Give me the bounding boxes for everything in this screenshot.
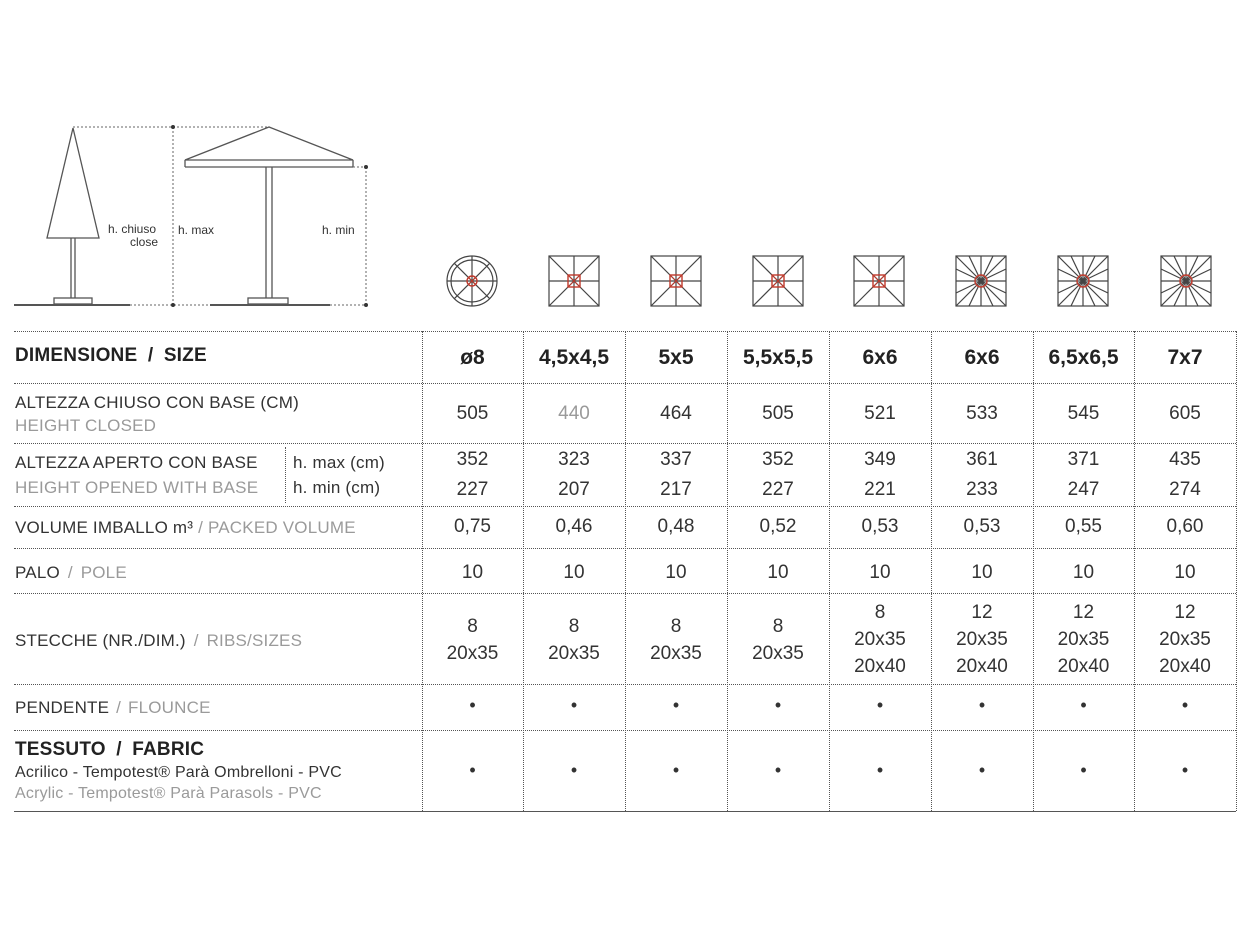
table-bottom-rule bbox=[14, 811, 1236, 812]
flounce-label-it: PENDENTE bbox=[15, 698, 110, 717]
ribs-size: 20x35 bbox=[854, 629, 906, 650]
height-opened-label-it: ALTEZZA APERTO CON BASE bbox=[15, 453, 258, 472]
size-header-en: SIZE bbox=[163, 345, 207, 366]
ribs-size: 20x40 bbox=[1159, 656, 1211, 677]
fabric-line-en: Acrylic - Tempotest® Parà Parasols - PVC bbox=[15, 785, 322, 802]
ribs-count: 8 bbox=[568, 616, 580, 637]
ribs-value bbox=[625, 613, 727, 667]
ribs-label-it: STECCHE (NR./DIM.) bbox=[15, 631, 186, 650]
ribs-value bbox=[727, 613, 829, 667]
h-max-label: h. max (cm) bbox=[293, 453, 385, 472]
height-closed-label-en: HEIGHT CLOSED bbox=[15, 416, 157, 435]
ribs-size: 20x35 bbox=[1057, 629, 1110, 650]
square-8-ribs-icon bbox=[648, 253, 704, 309]
closed-height-label-en: close bbox=[130, 235, 159, 249]
ribs-count: 12 bbox=[1174, 602, 1196, 623]
fabric-mark: • bbox=[570, 760, 578, 780]
ribs-size: 20x40 bbox=[1057, 656, 1110, 677]
volume-value: 0,75 bbox=[454, 516, 491, 537]
sub-label-divider bbox=[285, 447, 286, 503]
square-8-ribs-icon bbox=[851, 253, 907, 309]
square-12-ribs-icon bbox=[1055, 253, 1111, 309]
fabric-title bbox=[15, 739, 204, 761]
height-closed-value: 505 bbox=[762, 403, 794, 424]
ribs-size: 20x35 bbox=[650, 643, 702, 664]
h-min-value: 221 bbox=[864, 479, 896, 500]
h-max-value: 349 bbox=[864, 449, 896, 470]
ribs-label bbox=[15, 631, 302, 651]
h-max-value: 352 bbox=[456, 449, 489, 470]
size-cell: ø8 bbox=[460, 346, 485, 369]
h-min-value: 233 bbox=[966, 479, 998, 500]
separator: / bbox=[198, 518, 204, 537]
size-header bbox=[15, 345, 207, 367]
pole-value: 10 bbox=[461, 562, 484, 583]
umbrella-dimension-diagram bbox=[0, 0, 400, 320]
ribs-value bbox=[1033, 599, 1134, 680]
pole-label-en: POLE bbox=[80, 563, 127, 582]
size-cell: 6x6 bbox=[862, 346, 898, 369]
pole-label-it: PALO bbox=[15, 563, 60, 582]
h-min-value: 227 bbox=[762, 479, 794, 500]
height-opened-label-en: HEIGHT OPENED WITH BASE bbox=[15, 478, 259, 497]
h-max-value: 337 bbox=[660, 449, 692, 470]
round-8-ribs-icon bbox=[444, 253, 500, 309]
flounce-mark: • bbox=[1181, 695, 1189, 715]
volume-label bbox=[15, 518, 356, 538]
fabric-mark: • bbox=[1181, 760, 1189, 780]
ribs-size: 20x40 bbox=[956, 656, 1008, 677]
fabric-mark: • bbox=[672, 760, 680, 780]
size-cell: 6,5x6,5 bbox=[1048, 346, 1119, 369]
separator: / bbox=[116, 698, 122, 717]
ribs-value bbox=[422, 613, 523, 667]
volume-value: 0,52 bbox=[759, 516, 797, 537]
min-height-label: h. min bbox=[322, 223, 355, 237]
separator: / bbox=[147, 345, 154, 366]
ribs-count: 12 bbox=[1072, 602, 1095, 623]
height-closed-value: 533 bbox=[966, 403, 998, 424]
h-min-value: 274 bbox=[1169, 479, 1201, 500]
h-min-value: 227 bbox=[456, 479, 489, 500]
volume-label-en: PACKED VOLUME bbox=[207, 518, 356, 537]
h-min-value: 247 bbox=[1067, 479, 1100, 500]
fabric-mark: • bbox=[774, 760, 782, 780]
flounce-mark: • bbox=[978, 695, 986, 715]
column-divider bbox=[1236, 331, 1237, 811]
h-min-value: 207 bbox=[558, 479, 590, 500]
volume-label-it: VOLUME IMBALLO m³ bbox=[15, 518, 194, 537]
closed-height-label: h. chiuso bbox=[108, 222, 157, 236]
size-cell: 5x5 bbox=[658, 346, 694, 369]
ribs-count: 8 bbox=[874, 602, 886, 623]
pole-value: 10 bbox=[1072, 562, 1095, 583]
size-cell: 5,5x5,5 bbox=[742, 346, 814, 369]
pole-value: 10 bbox=[1174, 562, 1196, 583]
pole-label bbox=[15, 563, 127, 583]
ribs-size: 20x35 bbox=[548, 643, 600, 664]
h-max-value: 361 bbox=[966, 449, 998, 470]
flounce-mark: • bbox=[774, 695, 782, 715]
volume-value: 0,53 bbox=[963, 516, 1001, 537]
separator: / bbox=[116, 739, 122, 760]
flounce-mark: • bbox=[1080, 695, 1087, 715]
ribs-value bbox=[829, 599, 931, 680]
height-closed-value: 505 bbox=[456, 403, 489, 424]
fabric-mark: • bbox=[1080, 760, 1087, 780]
ribs-count: 8 bbox=[467, 616, 478, 637]
separator: / bbox=[67, 563, 73, 582]
h-min-value: 217 bbox=[660, 479, 692, 500]
pole-value: 10 bbox=[971, 562, 993, 583]
flounce-mark: • bbox=[876, 695, 884, 715]
h-max-value: 371 bbox=[1067, 449, 1100, 470]
fabric-mark: • bbox=[876, 760, 884, 780]
max-height-label: h. max bbox=[178, 223, 215, 237]
pole-value: 10 bbox=[665, 562, 687, 583]
height-closed-label-it: ALTEZZA CHIUSO CON BASE (CM) bbox=[15, 393, 299, 412]
square-8-ribs-icon bbox=[546, 253, 602, 309]
ribs-value bbox=[523, 613, 625, 667]
height-closed-value: 464 bbox=[660, 403, 692, 424]
volume-value: 0,46 bbox=[555, 516, 593, 537]
separator: / bbox=[193, 631, 199, 650]
ribs-size: 20x35 bbox=[1159, 629, 1211, 650]
flounce-mark: • bbox=[672, 695, 680, 715]
fabric-mark: • bbox=[978, 760, 986, 780]
fabric-mark: • bbox=[469, 760, 476, 780]
size-cell: 7x7 bbox=[1167, 346, 1203, 369]
height-closed-value: 605 bbox=[1169, 403, 1201, 424]
h-max-value: 352 bbox=[762, 449, 794, 470]
size-cell: 6x6 bbox=[964, 346, 1000, 369]
pole-value: 10 bbox=[767, 562, 789, 583]
ribs-size: 20x35 bbox=[956, 629, 1008, 650]
flounce-label bbox=[15, 698, 211, 718]
ribs-size: 20x40 bbox=[854, 656, 906, 677]
volume-value: 0,55 bbox=[1065, 516, 1102, 537]
volume-value: 0,60 bbox=[1166, 516, 1204, 537]
h-max-value: 323 bbox=[558, 449, 590, 470]
ribs-label-en: RIBS/SIZES bbox=[206, 631, 303, 650]
flounce-label-en: FLOUNCE bbox=[127, 698, 211, 717]
square-12-ribs-icon bbox=[953, 253, 1009, 309]
size-cell: 4,5x4,5 bbox=[538, 346, 610, 369]
pole-value: 10 bbox=[563, 562, 585, 583]
ribs-count: 8 bbox=[772, 616, 784, 637]
volume-value: 0,53 bbox=[861, 516, 899, 537]
fabric-title-en: FABRIC bbox=[132, 739, 205, 760]
fabric-line-it: Acrilico - Tempotest® Parà Ombrelloni - PVC bbox=[15, 764, 342, 781]
ribs-size: 20x35 bbox=[446, 643, 499, 664]
size-header-it: DIMENSIONE bbox=[15, 345, 138, 366]
square-12-ribs-icon bbox=[1158, 253, 1214, 309]
volume-value: 0,48 bbox=[657, 516, 695, 537]
h-max-value: 435 bbox=[1169, 449, 1201, 470]
pole-value: 10 bbox=[869, 562, 891, 583]
ribs-size: 20x35 bbox=[752, 643, 804, 664]
ribs-value bbox=[1134, 599, 1236, 680]
h-min-label: h. min (cm) bbox=[293, 478, 381, 497]
square-8-ribs-icon bbox=[750, 253, 806, 309]
ribs-count: 12 bbox=[971, 602, 993, 623]
ribs-value bbox=[931, 599, 1033, 680]
height-closed-value: 521 bbox=[864, 403, 896, 424]
ribs-count: 8 bbox=[670, 616, 682, 637]
fabric-title-it: TESSUTO bbox=[15, 739, 106, 760]
height-closed-value: 440 bbox=[558, 403, 590, 424]
flounce-mark: • bbox=[570, 695, 578, 715]
flounce-mark: • bbox=[469, 695, 476, 715]
height-closed-value: 545 bbox=[1067, 403, 1100, 424]
